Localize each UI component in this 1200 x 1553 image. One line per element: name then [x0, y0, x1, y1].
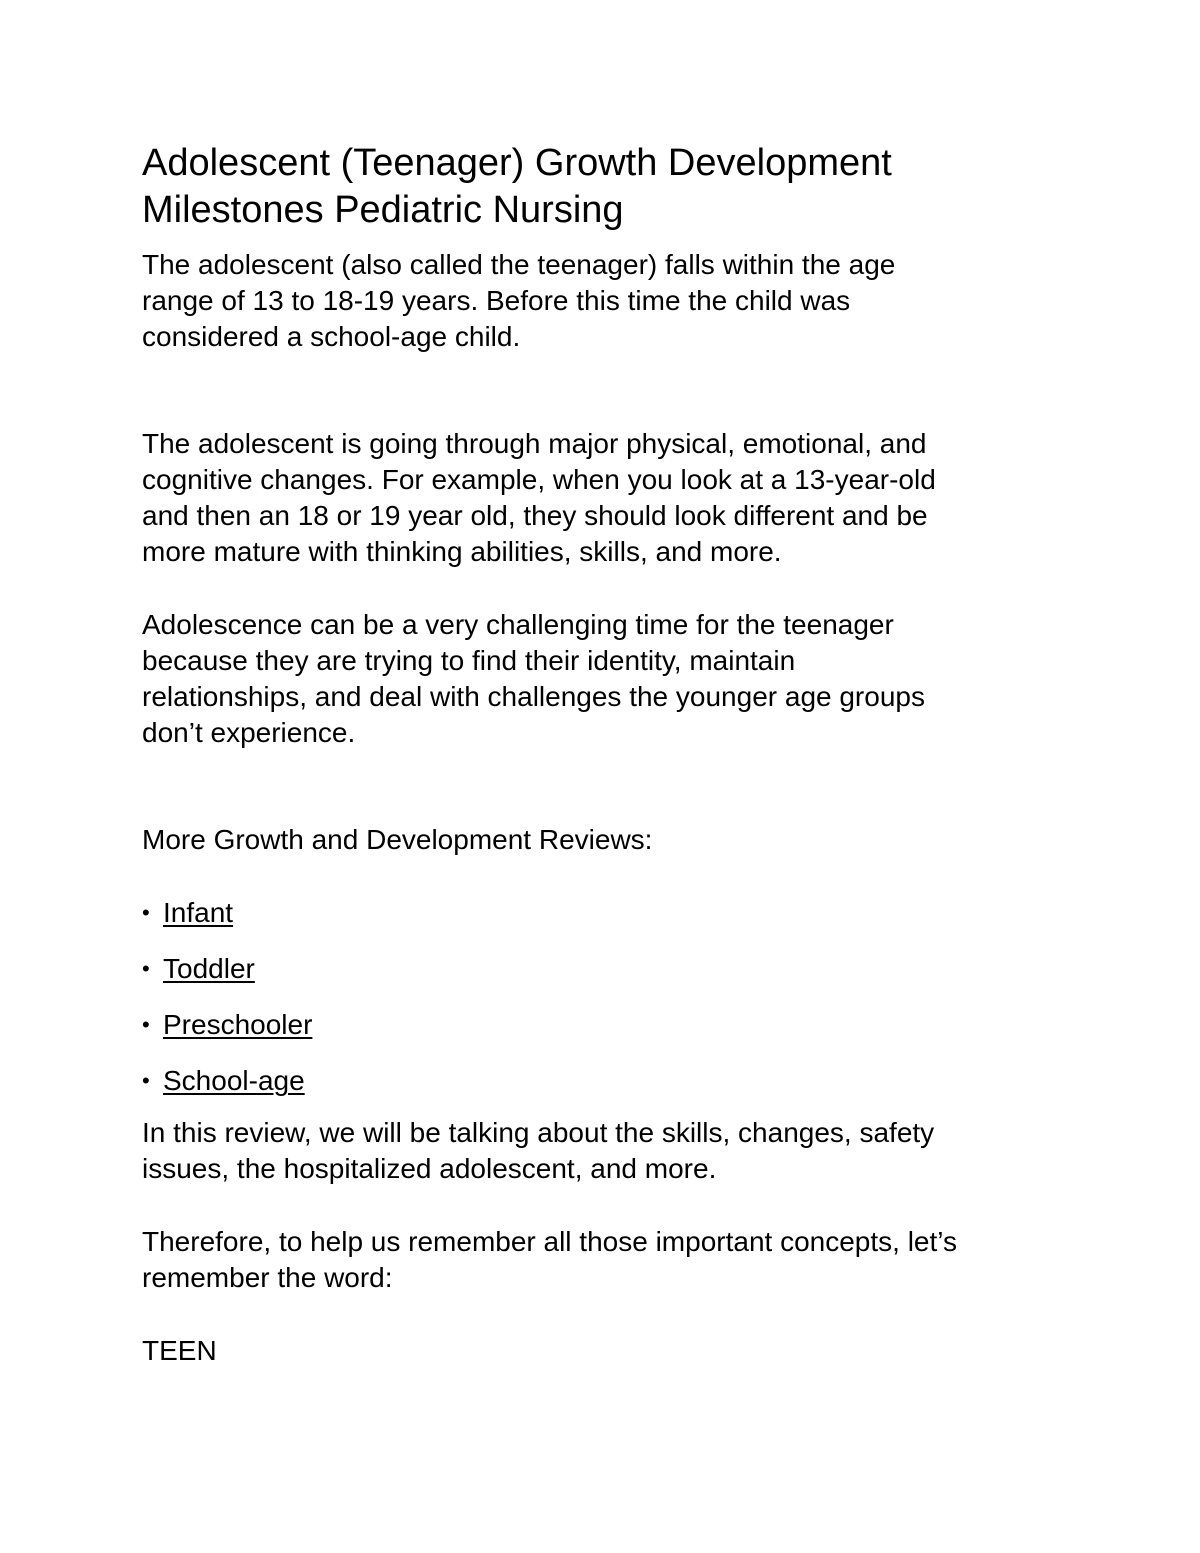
paragraph-line: because they are trying to find their identity, maintain [142, 645, 796, 676]
paragraph-line: don’t experience. [142, 717, 356, 748]
bullet-icon: • [142, 1012, 150, 1037]
bullet-icon: • [142, 956, 150, 981]
bullet-icon: • [142, 900, 150, 925]
paragraph-line: Adolescence can be a very challenging time for the teenager [142, 609, 894, 640]
paragraph-line: Therefore, to help us remember all those important concepts, let’s [142, 1226, 957, 1257]
paragraph-line: The adolescent is going through major physical, emotional, and [142, 428, 927, 459]
paragraph-line: cognitive changes. For example, when you look at a 13-year-old [142, 464, 936, 495]
page-title [142, 140, 1082, 234]
toddler-link[interactable]: Toddler [163, 953, 255, 984]
document-page [142, 140, 1082, 1369]
paragraph-line: and then an 18 or 19 year old, they should look different and be [142, 500, 928, 531]
title-line-2: Milestones Pediatric Nursing [142, 189, 624, 231]
list-item [142, 1007, 1082, 1043]
paragraph-line: relationships, and deal with challenges the younger age groups [142, 681, 925, 712]
list-item [142, 1063, 1082, 1099]
changes-paragraph [142, 426, 1082, 570]
mnemonic-word: TEEN [142, 1335, 217, 1366]
paragraph-line: more mature with thinking abilities, skills, and more. [142, 536, 782, 567]
paragraph-line: The adolescent (also called the teenager) falls within the age [142, 249, 896, 280]
paragraph-line: considered a school-age child. [142, 321, 521, 352]
bullet-icon: • [142, 1068, 150, 1093]
mnemonic-intro-paragraph [142, 1224, 1082, 1296]
intro-paragraph [142, 247, 1082, 355]
reviews-heading: More Growth and Development Reviews: [142, 824, 653, 855]
title-line-1: Adolescent (Teenager) Growth Development [142, 142, 892, 184]
infant-link[interactable]: Infant [163, 897, 234, 928]
challenges-paragraph [142, 607, 1082, 751]
list-item [142, 951, 1082, 987]
paragraph-line: remember the word: [142, 1262, 393, 1293]
paragraph-line: issues, the hospitalized adolescent, and more. [142, 1153, 717, 1184]
list-item [142, 895, 1082, 931]
paragraph-line: In this review, we will be talking about the skills, changes, safety [142, 1117, 935, 1148]
review-links-list [142, 895, 1082, 1099]
review-scope-paragraph [142, 1115, 1082, 1187]
preschooler-link[interactable]: Preschooler [163, 1009, 313, 1040]
paragraph-line: range of 13 to 18-19 years. Before this time the child was [142, 285, 851, 316]
school-age-link[interactable]: School-age [163, 1065, 305, 1096]
